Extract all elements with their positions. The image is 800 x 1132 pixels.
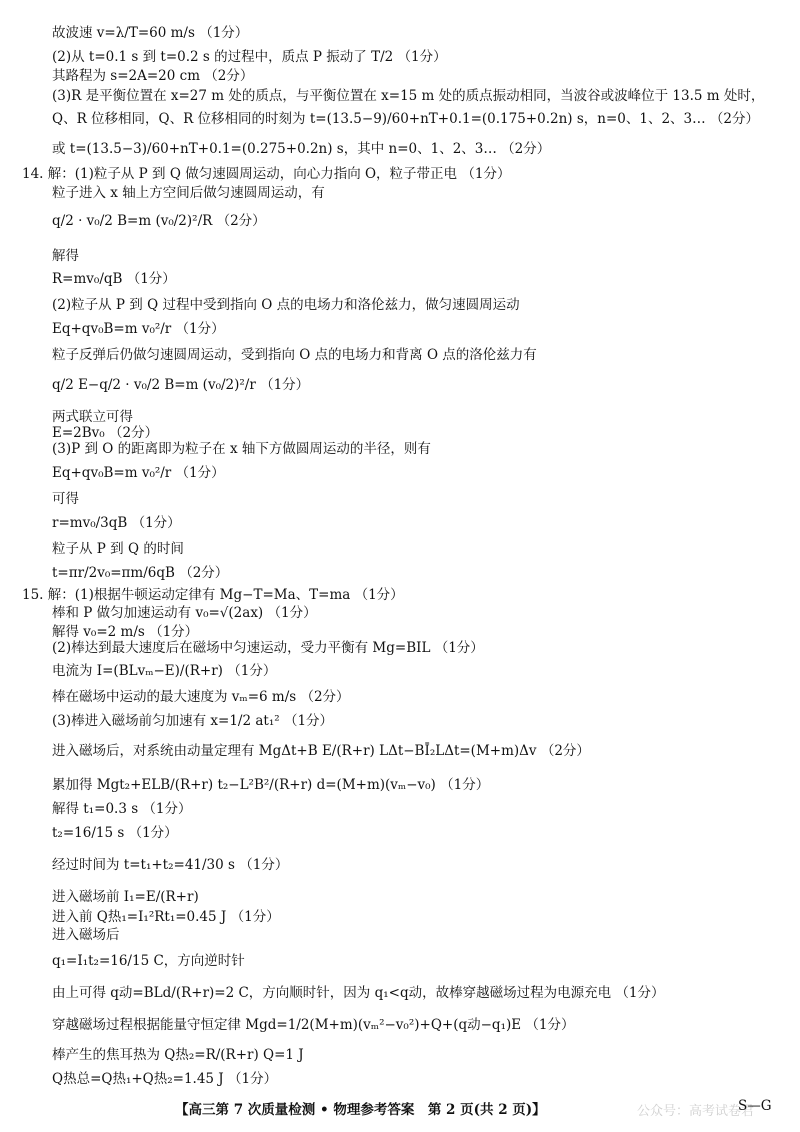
- answer-line: q₁=I₁t₂=16/15 C，方向逆时针: [52, 953, 245, 969]
- page-code: S—G: [738, 1098, 772, 1114]
- answer-line: 电流为 I=(BLvₘ−E)/(R+r) （1分）: [52, 663, 277, 679]
- answer-line: t=πr/2v₀=πm/6qB （2分）: [52, 565, 229, 581]
- answer-line: 解得 v₀=2 m/s （1分）: [52, 624, 199, 640]
- answer-line: 累加得 Mgt₂+ELB/(R+r) t₂−L²B²/(R+r) d=(M+m)(vₘ−v₀) （1分）: [52, 777, 490, 793]
- answer-line: 棒和 P 做匀加速运动有 v₀=√(2ax) （1分）: [52, 605, 317, 621]
- answer-line: 穿越磁场过程根据能量守恒定律 Mgd=1/2(M+m)(vₘ²−v₀²)+Q+(q动−q₁)E （1分）: [52, 1017, 575, 1033]
- answer-line: 进入磁场后: [52, 927, 120, 943]
- answer-line: 棒在磁场中运动的最大速度为 vₘ=6 m/s （2分）: [52, 689, 350, 705]
- answer-line: 其路程为 s=2A=20 cm （2分）: [52, 68, 254, 84]
- answer-line: 棒产生的焦耳热为 Q热₂=R/(R+r) Q=1 J: [52, 1047, 304, 1063]
- answer-line: 粒子进入 x 轴上方空间后做匀速圆周运动，有: [52, 185, 325, 201]
- answer-line: 进入前 Q热₁=I₁²Rt₁=0.45 J （1分）: [52, 909, 280, 925]
- answer-line: (2)粒子从 P 到 Q 过程中受到指向 O 点的电场力和洛伦兹力，做匀速圆周运动: [52, 297, 520, 313]
- answer-line: (2)从 t=0.1 s 到 t=0.2 s 的过程中，质点 P 振动了 T/2 （1分）: [52, 49, 447, 65]
- answer-line: R=mv₀/qB （1分）: [52, 271, 176, 287]
- answer-line: 15. 解：(1)根据牛顿运动定律有 Mg−T=Ma、T=ma （1分）: [22, 587, 404, 603]
- page-footer: 【高三第 7 次质量检测 • 物理参考答案 第 2 页(共 2 页)】: [175, 1102, 546, 1118]
- answer-line: (3)R 是平衡位置在 x=27 m 处的质点，与平衡位置在 x=15 m 处的质点振动相同，当波谷或波峰位于 13.5 m 处时，: [52, 88, 765, 104]
- answer-line: q/2 E−q/2 · v₀/2 B=m (v₀/2)²/r （1分）: [52, 377, 310, 393]
- answer-line: 粒子反弹后仍做匀速圆周运动，受到指向 O 点的电场力和背离 O 点的洛伦兹力有: [52, 347, 537, 363]
- answer-line: (3)P 到 O 的距离即为粒子在 x 轴下方做圆周运动的半径，则有: [52, 441, 431, 457]
- answer-line: 进入磁场后，对系统由动量定理有 MgΔt+B E/(R+r) LΔt−BĪ₂LΔt=(M+m)Δv （2分）: [52, 743, 590, 759]
- answer-line: 粒子从 P 到 Q 的时间: [52, 541, 184, 557]
- watermark: 公众号：高考试卷君: [637, 1104, 755, 1119]
- answer-line: (3)棒进入磁场前匀加速有 x=1/2 at₁² （1分）: [52, 713, 334, 729]
- answer-line: 经过时间为 t=t₁+t₂=41/30 s （1分）: [52, 857, 289, 873]
- answer-line: 由上可得 q动=BLd/(R+r)=2 C，方向顺时针，因为 q₁<q动，故棒穿越磁场过程为电源充电 （1分）: [52, 985, 665, 1001]
- answer-line: Q热总=Q热₁+Q热₂=1.45 J （1分）: [52, 1071, 278, 1087]
- answer-line: 可得: [52, 491, 79, 507]
- answer-line: q/2 · v₀/2 B=m (v₀/2)²/R （2分）: [52, 213, 266, 229]
- answer-line: Eq+qv₀B=m v₀²/r （1分）: [52, 465, 225, 481]
- answer-line: E=2Bv₀ （2分）: [52, 425, 159, 441]
- answer-line: Q、R 位移相同，Q、R 位移相同的时刻为 t=(13.5−9)/60+nT+0.1=(0.175+0.2n) s，n=0、1、2、3… （2分）: [52, 111, 760, 127]
- answer-line: 解得: [52, 248, 79, 264]
- answer-line: 进入磁场前 I₁=E/(R+r): [52, 889, 199, 905]
- answer-line: (2)棒达到最大速度后在磁场中匀速运动，受力平衡有 Mg=BIL （1分）: [52, 640, 484, 656]
- answer-line: 解得 t₁=0.3 s （1分）: [52, 801, 192, 817]
- answer-line: 14. 解：(1)粒子从 P 到 Q 做匀速圆周运动，向心力指向 O，粒子带正电 （1分）: [22, 166, 511, 182]
- answer-line: 两式联立可得: [52, 409, 133, 425]
- answer-line: 或 t=(13.5−3)/60+nT+0.1=(0.275+0.2n) s，其中 n=0、1、2、3… （2分）: [52, 141, 551, 157]
- answer-line: t₂=16/15 s （1分）: [52, 825, 178, 841]
- answer-line: 故波速 v=λ/T=60 m/s （1分）: [52, 25, 249, 41]
- answer-line: Eq+qv₀B=m v₀²/r （1分）: [52, 321, 225, 337]
- answer-line: r=mv₀/3qB （1分）: [52, 515, 181, 531]
